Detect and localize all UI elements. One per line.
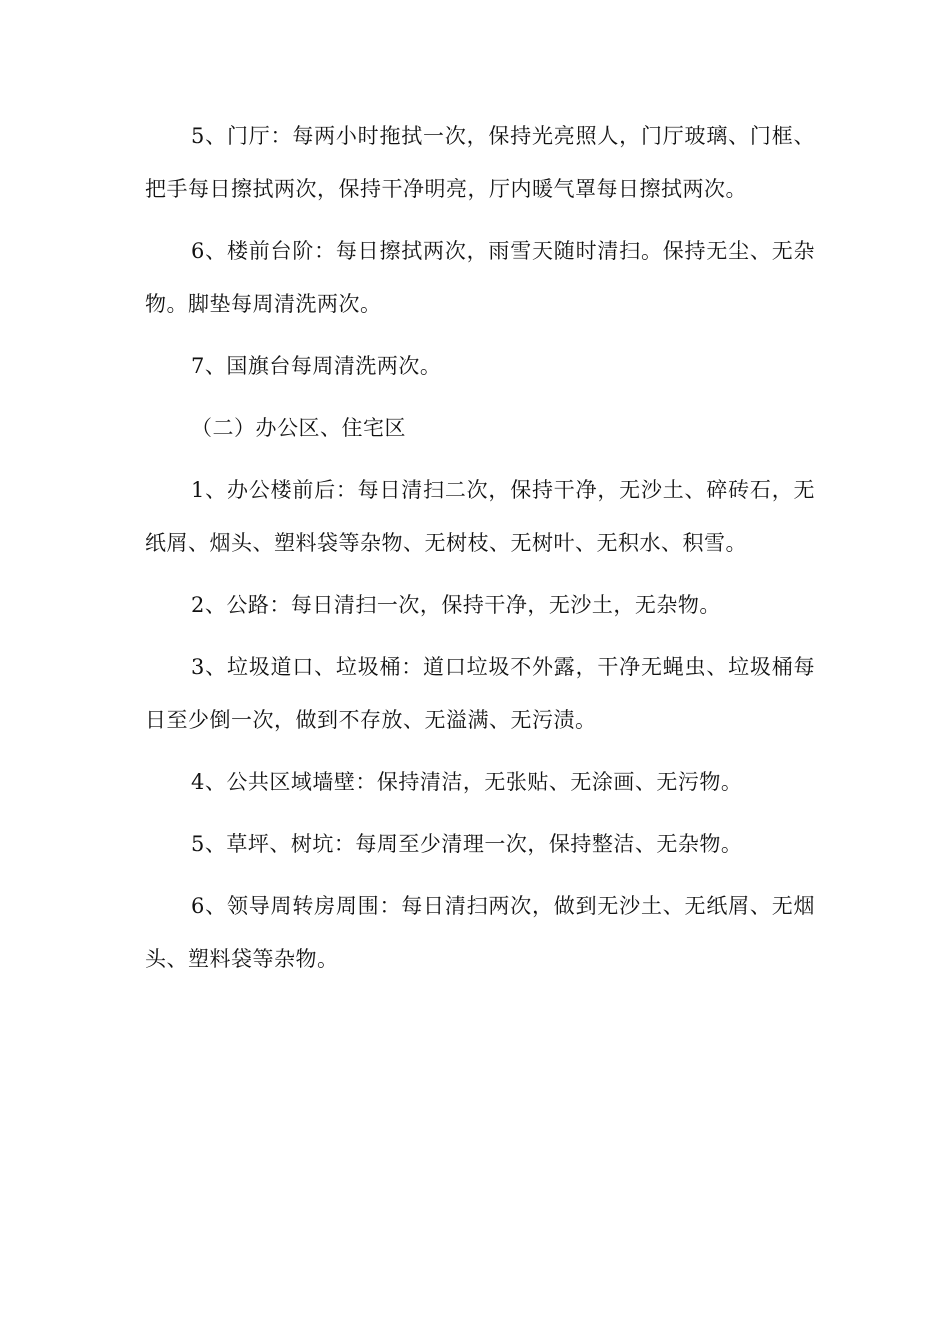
paragraph-flag-platform: 7、国旗台每周清洗两次。	[191, 354, 442, 378]
paragraph-lawn-tree-pits: 5、草坪、树坑：每周至少清理一次，保持整洁、无杂物。	[191, 832, 743, 856]
section-heading-office-residential: （二）办公区、住宅区	[191, 416, 406, 440]
paragraph-garbage: 3、垃圾道口、垃圾桶：道口垃圾不外露，干净无蝇虫、垃圾桶每日至少倒一次，做到不存放、无溢满、无污渍。	[145, 655, 815, 732]
paragraph-road: 2、公路：每日清扫一次，保持干净，无沙土，无杂物。	[191, 593, 721, 617]
paragraph-leader-housing: 6、领导周转房周围：每日清扫两次，做到无沙土、无纸屑、无烟头、塑料袋等杂物。	[145, 894, 815, 971]
paragraph-public-walls: 4、公共区域墙壁：保持清洁，无张贴、无涂画、无污物。	[191, 770, 743, 794]
paragraph-lobby: 5、门厅：每两小时拖拭一次，保持光亮照人，门厅玻璃、门框、把手每日擦拭两次，保持干净明亮，厅内暖气罩每日擦拭两次。	[145, 124, 815, 201]
document-body	[145, 110, 815, 995]
paragraph-office-building: 1、办公楼前后：每日清扫二次，保持干净，无沙土、碎砖石，无纸屑、烟头、塑料袋等杂物、无树枝、无树叶、无积水、积雪。	[145, 478, 815, 555]
paragraph-front-steps: 6、楼前台阶：每日擦拭两次，雨雪天随时清扫。保持无尘、无杂物。脚垫每周清洗两次。	[145, 239, 815, 316]
